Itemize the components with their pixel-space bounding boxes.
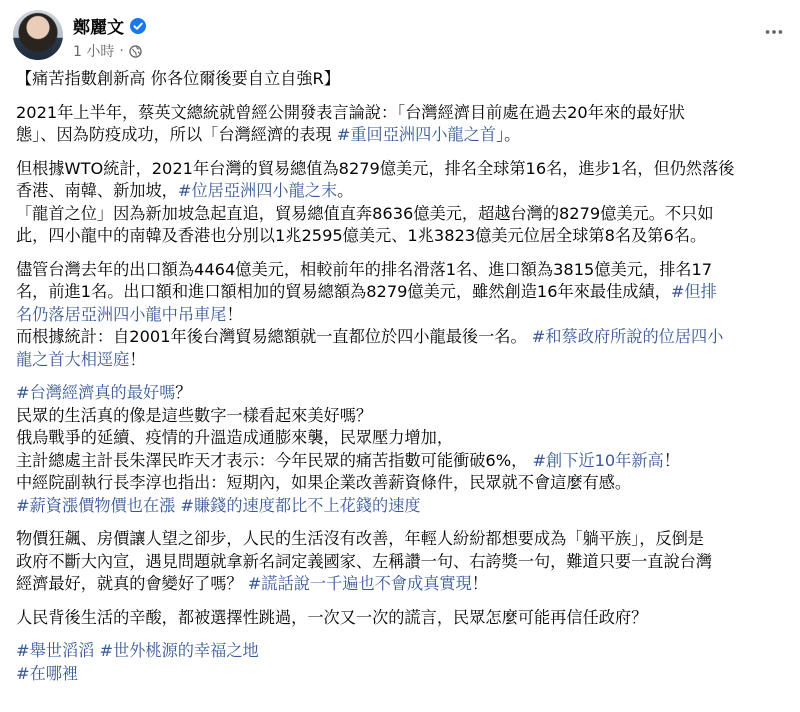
hashtag-link[interactable]: #重回亞洲四小龍之首 [336,125,497,144]
post-text: 」。 [496,125,521,144]
post-text: ！ [471,574,488,593]
author-name[interactable]: 鄭麗文 [73,18,124,38]
hashtag-link[interactable]: 龍之首大相逕庭 [16,349,130,369]
post-text: 主計總處主計長朱澤民昨天才表示：今年民眾的痛苦指數可能衝破6%， [16,450,533,470]
post-text: ！ [226,304,243,324]
post-body [16,68,788,696]
post-paragraph [16,528,788,596]
post-paragraph [16,102,788,147]
hashtag-link[interactable]: #在哪裡 [16,663,79,683]
hashtag-link[interactable]: #創下近10年新高 [532,450,664,470]
post-text: 。 [337,181,354,200]
hashtag-link[interactable]: #位居亞洲四小龍之末 [177,181,338,200]
post-text: ！ [663,450,680,470]
globe-icon[interactable] [129,45,142,58]
post-text: 但根據WTO統計，2021年台灣的貿易總值為8279億美元，排名全球第16名，進步1名，但仍然落後 [16,158,735,178]
post-text: 人民背後生活的辛酸，都被選擇性跳過，一次又一次的謊言，民眾怎麼可能再信任政府？ [16,607,648,627]
post-title: 【痛苦指數創新高 你各位爾後要自立自強R】 [16,69,340,88]
verified-badge-icon [130,18,146,34]
hashtag-link[interactable]: #世外桃源的幸福之地 [99,641,259,660]
hashtag-link[interactable]: #薪資漲價物價也在漲 [16,495,176,515]
post-text: 經濟最好，就真的會變好了嗎？ [16,574,248,593]
hashtag-link[interactable]: #謊話說一千遍也不會成真實現 [247,574,472,593]
post-text: 香港、南韓、新加坡， [16,181,178,200]
post-text: 儘管台灣去年的出口額為4464億美元，相較前年的排名滑落1名、進口額為3815億美元，排名17 [16,259,713,279]
post-text: 「龍首之位」因為新加坡急起直追，貿易總值直奔8636億美元，超越台灣的8279億美元。不只如 [16,203,714,223]
post-text: 而根據統計：自2001年後台灣貿易總額就一直都位於四小龍最後一名。 [16,327,532,346]
post-paragraph [16,158,788,248]
post-paragraph [16,607,788,630]
post-text: 中經院副執行長李淳也指出：短期內，如果企業改善薪資條件，民眾就不會這麼有感。 [16,473,632,492]
author-row [73,13,146,38]
hashtag-link[interactable]: #台灣經濟真的最好嗎 [16,383,176,402]
post-text: 物價狂飆、房價讓人望之卻步，人民的生活沒有改善，年輕人紛紛都想要成為「躺平族」，反倒是 [16,529,704,548]
hashtag-link[interactable]: #賺錢的速度都比不上花錢的速度 [180,495,421,515]
hashtag-link[interactable]: #舉世滔滔 [16,641,95,660]
post-paragraph [16,259,788,372]
post-time[interactable]: 1 小時 [73,44,115,60]
more-options-icon[interactable] [762,20,786,44]
post-text: 2021年上半年，蔡英文總統就曾經公開發表言論說：「台灣經濟目前處在過去20年來的最好狀 [16,102,685,122]
post-text: 名，前進1名。出口額和進口額相加的貿易總額為8279億美元，雖然創造16年來最佳成績， [16,282,671,301]
hashtag-link[interactable]: #和蔡政府所說的位居四小 [531,327,724,346]
post-text: 此，四小龍中的南韓及香港也分別以1兆2595億美元、1兆3823億美元位居全球第8名及第6名。 [16,226,707,245]
post-paragraph [16,382,788,517]
post-paragraph [16,640,788,685]
post-text: ？ [175,383,192,402]
post-text: 態」、因為防疫成功，所以「台灣經濟的表現 [16,125,337,144]
post-text: 政府不斷大內宣，遇見問題就拿新名詞定義國家、左稱讚一句、右誇獎一句，難道只要一直說台灣 [16,551,713,571]
avatar[interactable] [13,10,63,60]
post-text: 俄烏戰爭的延續、疫情的升溫造成通膨來襲，民眾壓力增加， [16,428,454,447]
post-text: 民眾的生活真的像是這些數字一樣看起來美好嗎？ [16,405,373,425]
post-meta [73,41,142,61]
hashtag-link[interactable]: 名仍落居亞洲四小龍中吊車尾 [16,304,227,324]
meta-separator: · [119,43,124,59]
post-header [13,10,786,66]
hashtag-link[interactable]: #但排 [670,282,717,301]
post-text: ！ [129,349,146,369]
